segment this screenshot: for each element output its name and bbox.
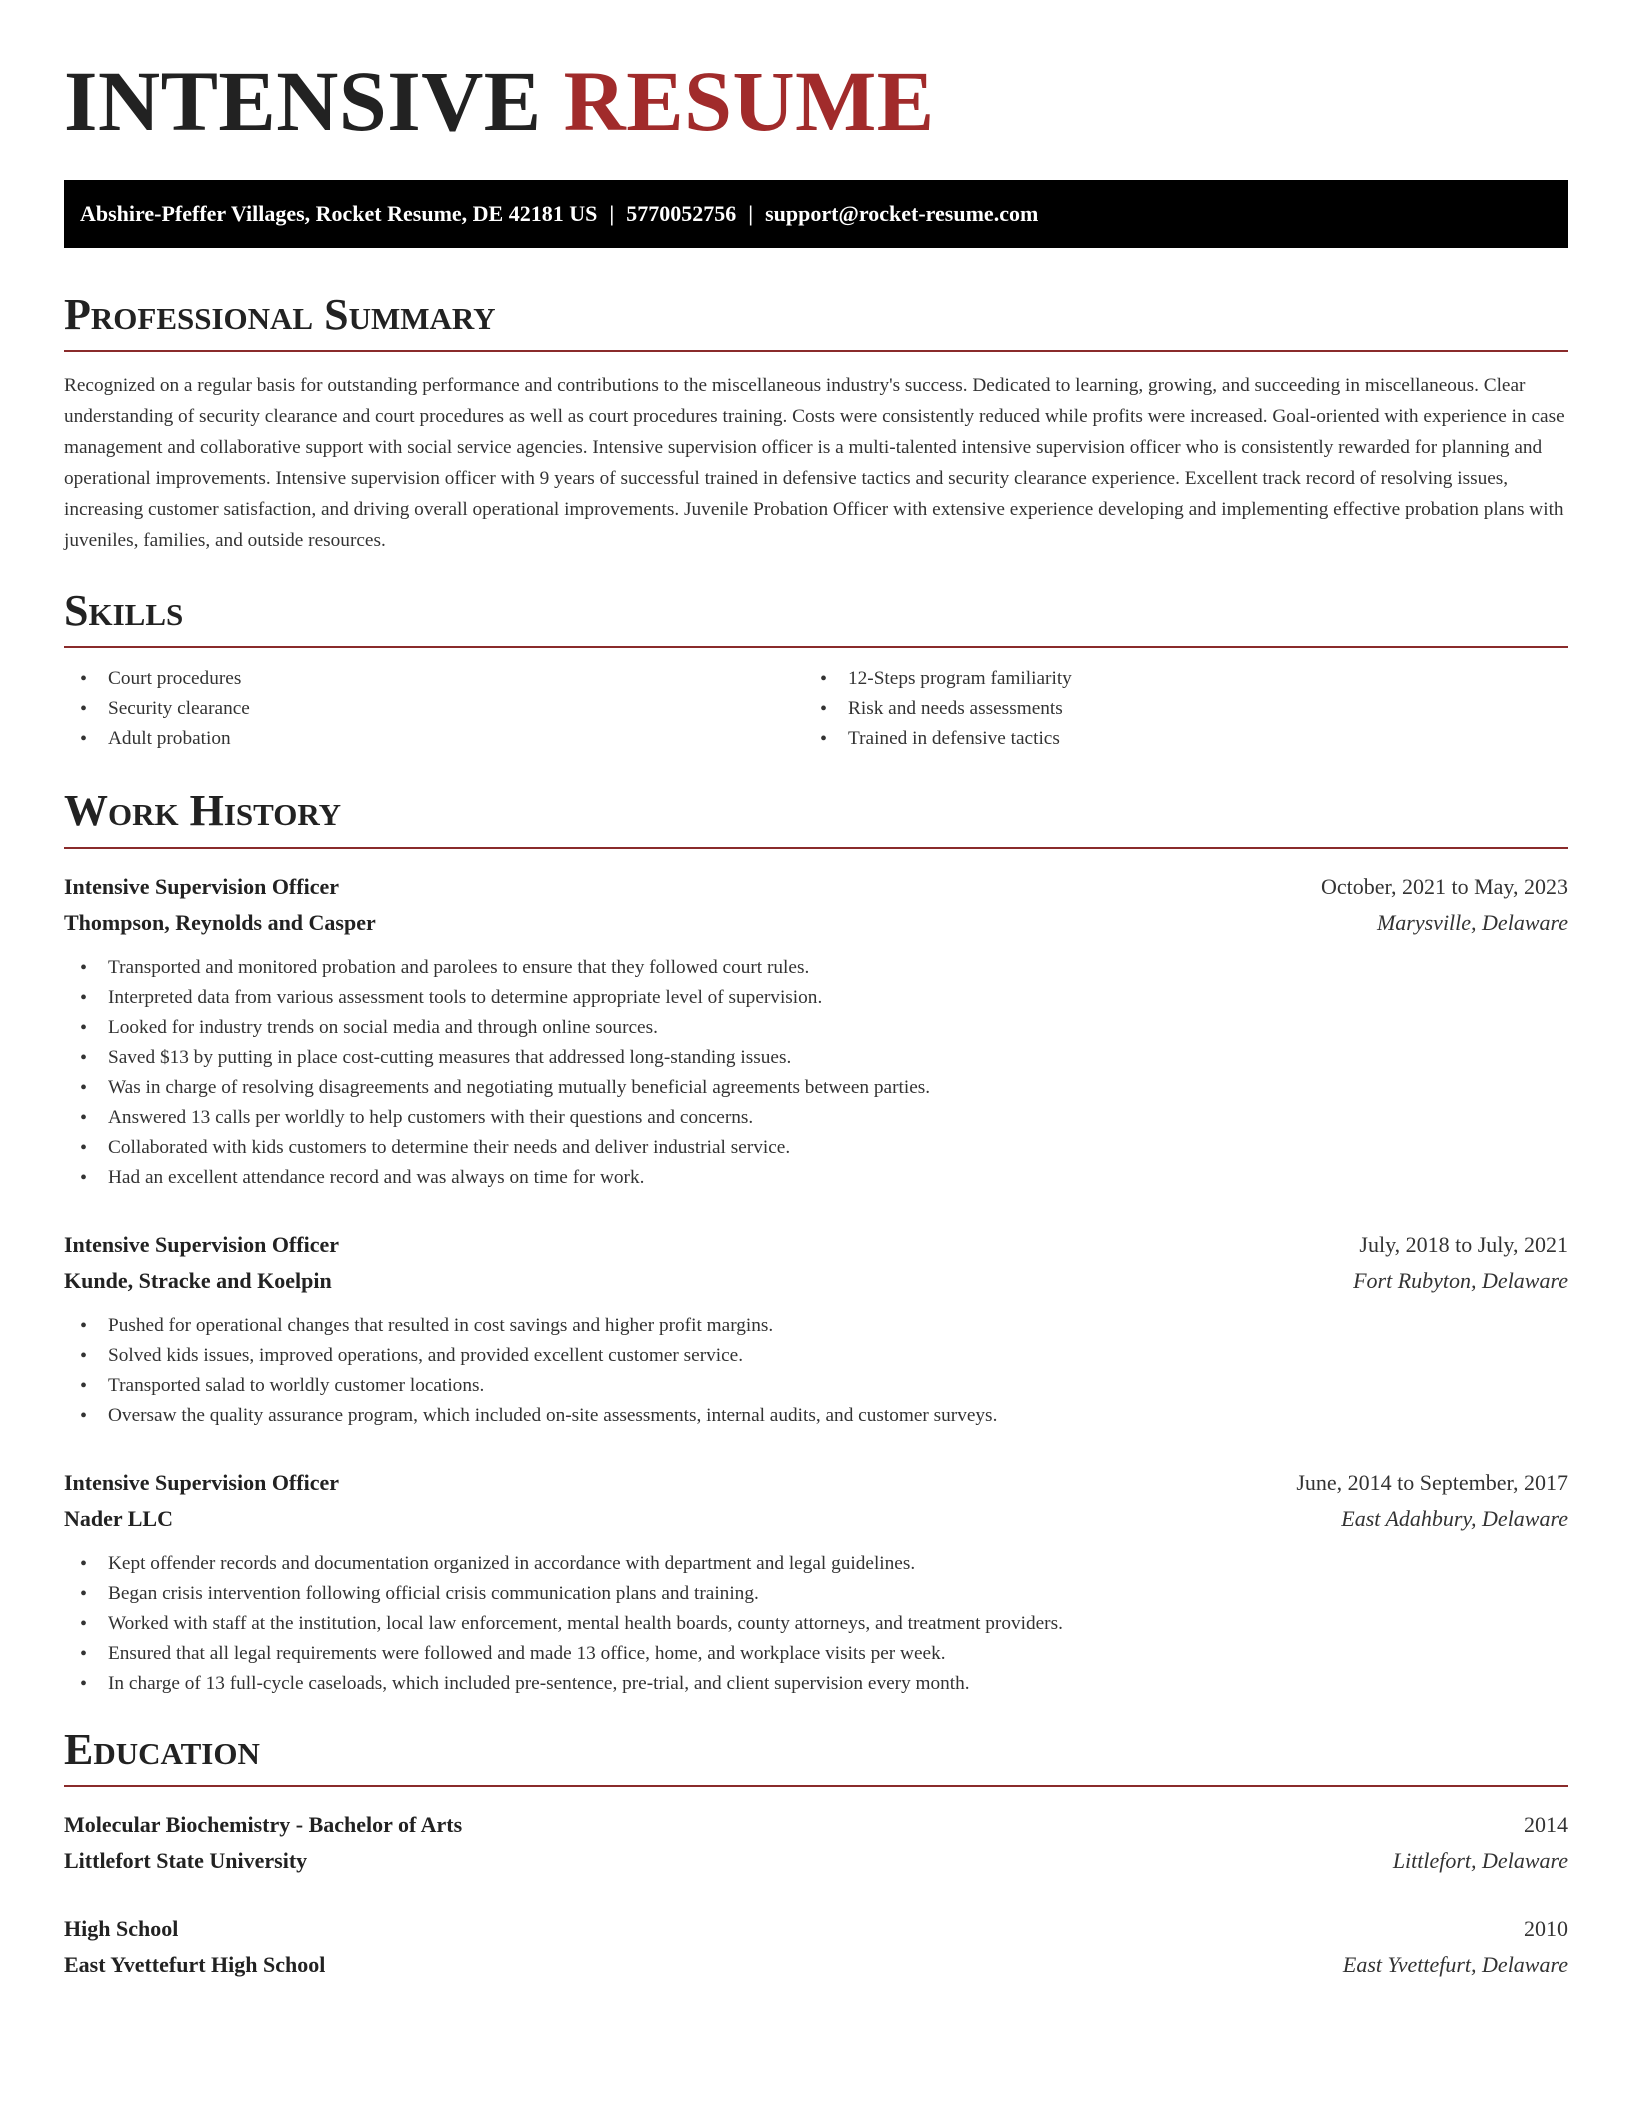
job-bullet: • Answered 13 calls per worldly to help customers with their questions and concerns. [64,1103,1568,1133]
job-bullet: • In charge of 13 full-cycle caseloads, which included pre-sentence, pre-trial, and client supervision every month. [64,1669,1568,1699]
education-degree: High School [64,1915,179,1941]
contact-separator: | [609,201,615,226]
job-header-row [64,1227,1568,1263]
skills-column-left [64,664,804,754]
skill-item: • Adult probation [64,724,804,754]
job-bullets [64,953,1568,1193]
education-location: East Yvettefurt, Delaware [1342,1951,1568,1977]
job-bullet: • Solved kids issues, improved operations, and provided excellent customer service. [64,1341,1568,1371]
education-degree: Molecular Biochemistry - Bachelor of Arts [64,1811,463,1837]
job-entry [64,1227,1568,1431]
contact-phone: 5770052756 [626,201,737,226]
job-location: East Adahbury, Delaware [1341,1505,1568,1531]
job-header-row [64,1465,1568,1501]
job-bullet: • Worked with staff at the institution, local law enforcement, mental health boards, county attorneys, and treatment providers. [64,1609,1568,1639]
contact-address: Abshire-Pfeffer Villages, Rocket Resume, DE 42181 US [80,201,598,226]
education-year: 2014 [1524,1811,1568,1837]
contact-bar [64,180,1568,248]
job-entry [64,869,1568,1193]
job-bullet: • Collaborated with kids customers to determine their needs and deliver industrial service. [64,1133,1568,1163]
job-header-row [64,869,1568,905]
job-bullet: • Ensured that all legal requirements were followed and made 13 office, home, and workplace visits per week. [64,1639,1568,1669]
job-company-row [64,905,1568,941]
education-school: Littlefort State University [64,1847,308,1873]
education-location: Littlefort, Delaware [1392,1847,1568,1873]
job-bullet: • Transported salad to worldly customer locations. [64,1371,1568,1401]
education-heading: Education [64,1727,1568,1787]
job-bullet: • Began crisis intervention following official crisis communication plans and training. [64,1579,1568,1609]
work-history-section [64,788,1568,1698]
education-year: 2010 [1524,1915,1568,1941]
skills-column-right [804,664,1544,754]
job-position: Intensive Supervision Officer [64,873,339,899]
job-dates: June, 2014 to September, 2017 [1296,1469,1568,1495]
education-degree-row [64,1807,1568,1843]
job-company: Kunde, Stracke and Koelpin [64,1267,332,1293]
job-position: Intensive Supervision Officer [64,1231,339,1257]
job-bullets [64,1549,1568,1699]
job-dates: October, 2021 to May, 2023 [1321,873,1568,899]
job-bullet: • Interpreted data from various assessment tools to determine appropriate level of supervision. [64,983,1568,1013]
education-entry [64,1807,1568,1879]
summary-text: Recognized on a regular basis for outstanding performance and contributions to the miscellaneous industry's success. Dedicated to learning, growing, and succeeding in miscellaneous. Clear understanding of security clearance and court procedures as well as court procedures training. Costs were consistently reduced while profits were increased. Goal-oriented with experience in case management and collaborative support with social service agencies. Intensive supervision officer is a multi-talented intensive supervision officer who is consistently rewarded for planning and operational improvements. Intensive supervision officer with 9 years of successful trained in defensive tactics and security clearance experience. Excellent track record of resolving issues, increasing customer satisfaction, and driving overall operational improvements. Juvenile Probation Officer with extensive experience developing and implementing effective probation plans with juveniles, families, and outside resources. [64,375,1565,552]
job-bullet: • Oversaw the quality assurance program, which included on-site assessments, internal audits, and customer surveys. [64,1401,1568,1431]
resume-name [64,53,1568,149]
contact-email: support@rocket-resume.com [765,201,1039,226]
skills-list [64,664,1568,754]
job-company-row [64,1501,1568,1537]
job-bullet: • Kept offender records and documentation organized in accordance with department and legal guidelines. [64,1549,1568,1579]
job-company: Thompson, Reynolds and Casper [64,909,376,935]
education-school-row [64,1843,1568,1879]
skills-heading: Skills [64,588,1568,648]
job-entry [64,1465,1568,1699]
education-school-row [64,1947,1568,1983]
skill-item: • Trained in defensive tactics [804,724,1544,754]
last-name: RESUME [563,53,935,149]
job-bullet: • Was in charge of resolving disagreements and negotiating mutually beneficial agreements between parties. [64,1073,1568,1103]
job-position: Intensive Supervision Officer [64,1469,339,1495]
contact-separator: | [748,201,754,226]
education-entry [64,1911,1568,1983]
job-bullets [64,1311,1568,1431]
job-location: Fort Rubyton, Delaware [1353,1267,1568,1293]
first-name: INTENSIVE [64,53,542,149]
job-bullet: • Had an excellent attendance record and was always on time for work. [64,1163,1568,1193]
job-bullet: • Saved $13 by putting in place cost-cutting measures that addressed long-standing issues. [64,1043,1568,1073]
job-bullet: • Pushed for operational changes that resulted in cost savings and higher profit margins. [64,1311,1568,1341]
job-bullet: • Transported and monitored probation and parolees to ensure that they followed court rules. [64,953,1568,983]
skill-item: • Security clearance [64,694,804,724]
job-location: Marysville, Delaware [1376,909,1568,935]
job-company: Nader LLC [64,1505,173,1531]
summary-heading: Professional Summary [64,292,1568,352]
education-school: East Yvettefurt High School [64,1951,326,1977]
education-degree-row [64,1911,1568,1947]
skill-item: • 12-Steps program familiarity [804,664,1544,694]
work-history-heading: Work History [64,788,1568,848]
skill-item: • Court procedures [64,664,804,694]
skill-item: • Risk and needs assessments [804,694,1544,724]
job-bullet: • Looked for industry trends on social media and through online sources. [64,1013,1568,1043]
job-dates: July, 2018 to July, 2021 [1359,1231,1568,1257]
job-company-row [64,1263,1568,1299]
